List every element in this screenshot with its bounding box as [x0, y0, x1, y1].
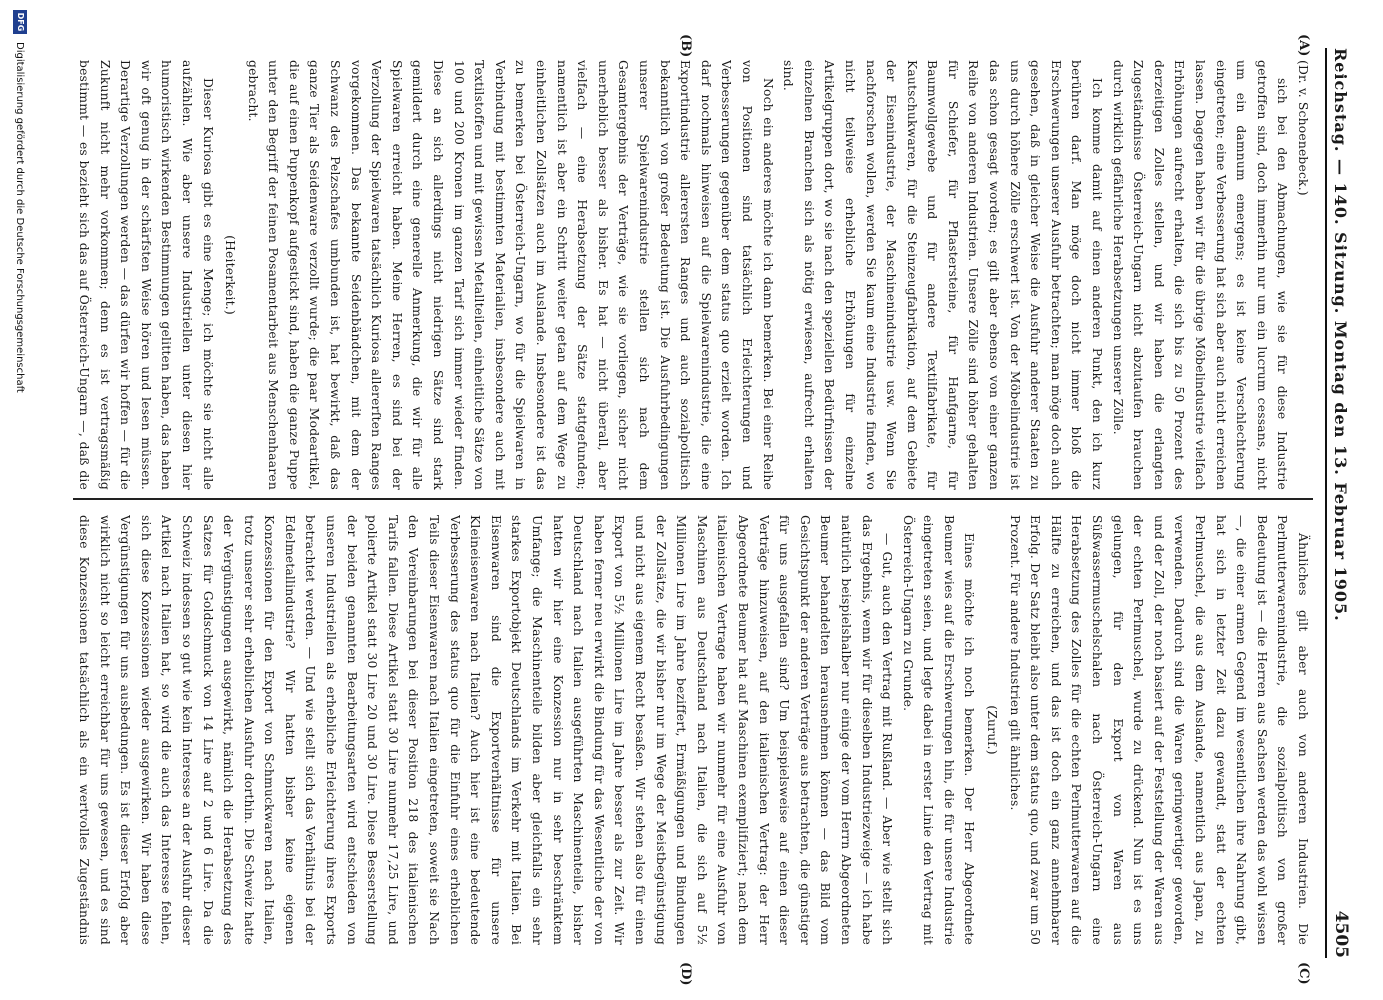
speaker-label: (Dr. v. Schoenebeck.): [1296, 60, 1310, 196]
right-paragraph-3: — Gut, auch den Vertrag mit Rußland. — Aber wie stellt sich das Ergebnis, wenn wir für dieselben Industriezweige — ich habe natürlich beispielshalber nur einige der vom Herrn Abgeordneten Beumer behandelten herausnehmen können — das Bild vom Gesichtspunkt der anderen Verträge aus betrachten, die günstiger für uns ausgefallen sind? Um beispielsweise auf einen dieser Verträge hinzuweisen, auf den italienischen Vertrag: der Herr Abgeordnete Beumer hat auf Maschinen exemplifiziert; nach dem italienischen Vertrage haben wir nunmehr für eine Ausfuhr von Maschinen aus Deutschland nach Italien, die sich auf 5½ Millionen Lire im Jahre beziffert, Ermäßigungen und Bindungen der Zollsätze, die wir bisher nur im Wege der Meistbegünstigung und nicht aus eigenem Recht besaßen. Wir stehen also für einen Export von 5½ Millionen Lire im Jahre besser als zur Zeit. Wir haben ferner neu erwirkt die Bindung für das Wesentliche der von Deutschland nach Italien ausgeführten Maschinenteile, bisher hatten wir hier eine Konzession nur in sehr beschränktem Umfange; die Maschinenteile bilden aber gleichfalls ein sehr starkes Exportobjekt Deutschlands im Verkehr mit Italien. Bei Eisenwaren sind die Exportverhältnisse für unsere Kleineisenwaren nach Italien? Auch hier ist eine bedeutende Verbesserung des status quo für die Einfuhr eines erheblichen Teils dieser Eisenwaren nach Italien eingetreten, soweit sie Nach den Vereinbarungen bei dieser Position 218 des italienischen Tarifs fallen. Diese Artikel statt 30 Lire nunmehr 17,25 Lire, und polierte Artikel statt 30 Lire 20 und 30 Lire. Diese Besserstellung der beiden genannten Bearbeitungsarten wird entschieden von unseren Industriellen als erhebliche Erleichterung ihres Exports betrachtet werden. — Und wie stellt sich das Verhältnis bei der Edelmetallindustrie? Wir hatten bisher keine eigenen Konzessionen für den Export von Schmuckwaren nach Italien, trotz unserer sehr erheblichen Ausfuhr dorthin. Die Schweiz hatte der Vergünstigungen ausgewirkt, nämlich die Herabsetzung des Satzes für Goldschmuck von 14 Lire auf 2 und 6 Lire. Da die Schweiz indessen so gut wie kein Interesse an der Ausfuhr dieser Artikel nach Italien hat, so wird die auch das Interesse fehlen, sich diese Konzessionen wieder ausgewirken. Wir haben diese Vergünstigungen für uns ausbedungen. Es ist dieser Erfolg aber wirklich nicht so leicht erreichbar für uns gewesen, und es sind diese Konzessionen tatsächlich als ein wertvolles Zugeständnis: [76, 515, 895, 945]
left-column: [73, 60, 1313, 490]
margin-marker-a: (A): [1296, 34, 1311, 57]
right-paragraph-1: Ähnliches gilt aber auch von anderen Industrien. Die Perlmutterwarenindustrie, die sozialpolitisch von großer Bedeutung ist — die Herren aus Sachsen werden das wohl wissen —, die einer armen Gegend im wesentlichen ihre Nahrung gibt, hat sich in letzter Zeit dazu gewandt, statt der echten Perlmuschel, die aus dem Auslande, namentlich aus Japan, zu verwenden. Dadurch sind die Waren geringwertiger geworden, und der Zoll, der noch basiert auf der Feststellung der Waren aus der echten Perlmuschel, wurde zu drückend. Nun ist es uns gelungen, für den Export von Waren aus Süßwassermuschelschalen nach Österreich-Ungarn eine Herabsetzung des Zolles für die echten Perlmutterwaren auf die Hälfte zu erreichen, und das ist doch ein ganz annehmbarer Erfolg. Der Satz bleibt also unter dem status quo, und zwar um 50 Prozent. Für andere Industrien gilt ähnliches.: [1007, 515, 1310, 945]
dfg-logo: DFG: [13, 10, 27, 34]
margin-marker-c: (C): [1296, 962, 1311, 985]
right-paragraph-2: Eines möchte ich noch bemerken. Der Herr Abgeordnete Beumer wies auf die Erschwerungen hin, die für unsere Industrie eingetreten seien, und legte dabei in erster Linie den Vertrag mit Österreich-Ungarn zu Grunde.: [900, 515, 977, 945]
left-paragraph-1: sich bei den Abmachungen, wie sie für diese Industrie getroffen sind, doch immerhin nur um ein lucrum cessans, nicht um ein damnum emergens; es ist keine Verschlechterung eingetreten; eine Verbesserung hat sich aber auch nicht erreichen lassen. Dagegen haben wir für die übrige Möbelindustrie vielfach Erhöhungen aufrecht erhalten, die sich bis zu 50 Prozent des derzeitigen Zolles stellen, und wir haben die erlangten Zugeständnisse Österreich-Ungarn nicht abzutaufen brauchen durch wirklich gefährliche Herabsetzungen unserer Zölle.: [1110, 60, 1290, 490]
right-column: [73, 515, 1313, 945]
page-number: 4505: [1331, 910, 1351, 958]
interjection-heiterkeit: (Heiterkeit.): [223, 235, 238, 315]
margin-marker-d: (D): [678, 962, 693, 986]
interjection-zuruf: (Zuruf.): [985, 705, 1000, 755]
header-title: Reichstag. — 140. Sitzung. Montag den 13. Februar 1905.: [1331, 48, 1350, 622]
digitization-notice-text: Digitalisierung gefördert durch die Deutsche Forschungsgemeinschaft: [14, 42, 26, 393]
left-paragraph-2: Ich komme damit auf einen anderen Punkt, den ich kurz berühren darf. Man möge doch nicht immer bloß die Erschwerungen unserer Ausfuhr betrachten; man möge doch auch gesehen, daß in gleicher Weise die Ausfuhr anderer Staaten zu uns durch höhere Zölle erschwert ist. Von der Möbelindustrie ist das schon gesagt worden; es gilt aber ebenso von einer ganzen Reihe von anderen Industrien. Unsere Zölle sind höher gehalten für Schiefer, für Pflastersteine, für Hanfgarne, für Baumwollgewebe und für andere Textilfabrikate, für Kautschukwaren, für die Steinzeugfabrikation, auf dem Gebiete der Eisenindustrie, der Maschinenindustrie usw. Wenn Sie nachforschen wollen, werden Sie kaum eine Industrie finden, wo nicht teilweise erhebliche Erhöhungen für einzelne Artikelgruppen dort, wo sie nach den speziellen Bedürfnissen der einzelnen Branchen sich als nötig erwiesen, aufrecht erhalten sind.: [781, 60, 1105, 490]
digitization-notice: [5, 0, 35, 1000]
margin-marker-b: (B): [678, 34, 693, 58]
page-header: [1325, 48, 1365, 958]
column-divider: [73, 498, 1313, 500]
left-paragraph-3: Noch ein anderes möchte ich dann bemerken. Bei einer Reihe von Positionen sind tatsächlich Erleichterungen und Verbesserungen gegenüber dem status quo erzielt worden. Ich darf nochmals hinweisen auf die Spielwarenindustrie, die eine Exportindustrie allerersten Ranges und auch sozialpolitisch bekanntlich von großer Bedeutung ist. Die Ausfuhrbedingungen unserer Spielwarenindustrie stellen sich nach dem Gesamtergebnis der Verträge, wie sie vorliegen, sicher nicht unerheblich besser als bisher. Es hat — nicht überall, aber vielfach — eine Herabsetzung der Sätze stattgefunden; namentlich ist aber ein Schritt weiter getan auf dem Wege zu einheitlichen Zollsätzen auch im Auslande. Insbesondere ist das zu bemerken bei Österreich-Ungarn, wo für die Spielwaren in Verbindung mit bestimmten Materialien, insbesondere auch mit Textilstoffen und mit gewissen Metallteilen, einheitliche Sätze von 100 und 200 Kronen im ganzen Tarif sich immer wieder finden. Diese an sich allerdings nicht niedrigen Sätze sind stark gemildert durch eine generelle Anmerkung, die wir für alle Spielwaren erreicht haben. Meine Herren, es sind bei der Verzollung der Spielwaren tatsächlich Kuriosa allererſten Ranges vorgekommen. Das bekannte Seidenbändchen, mit dem der Schwanz des Pelzschafes umbunden ist, hat bewirkt, daß das ganze Tier als Seidenware verzollt wurde; die paar Modeartikel, die auf einen Puppenkopf aufgestickt sind, haben die ganze Puppe unter den Begriff der feinen Posamentarbeit aus Menschenhaaren gebracht.: [245, 60, 775, 490]
left-paragraph-4: Dieser Kuriosa gibt es eine Menge; ich möchte sie nicht alle aufzählen. Wie aber unsere Industriellen unter diesen hier humoristisch wirkenden Bestimmungen gelitten haben, das haben wir oft genug in der schärfsten Weise hören und lesen müssen. Derartige Verzollungen werden — das dürfen wir hoffen — für die Zukunft nicht mehr vorkommen; denn es ist vertragsmäßig bestimmt — es bezieht sich das auf Österreich-Ungarn —, daß die: [76, 60, 215, 490]
